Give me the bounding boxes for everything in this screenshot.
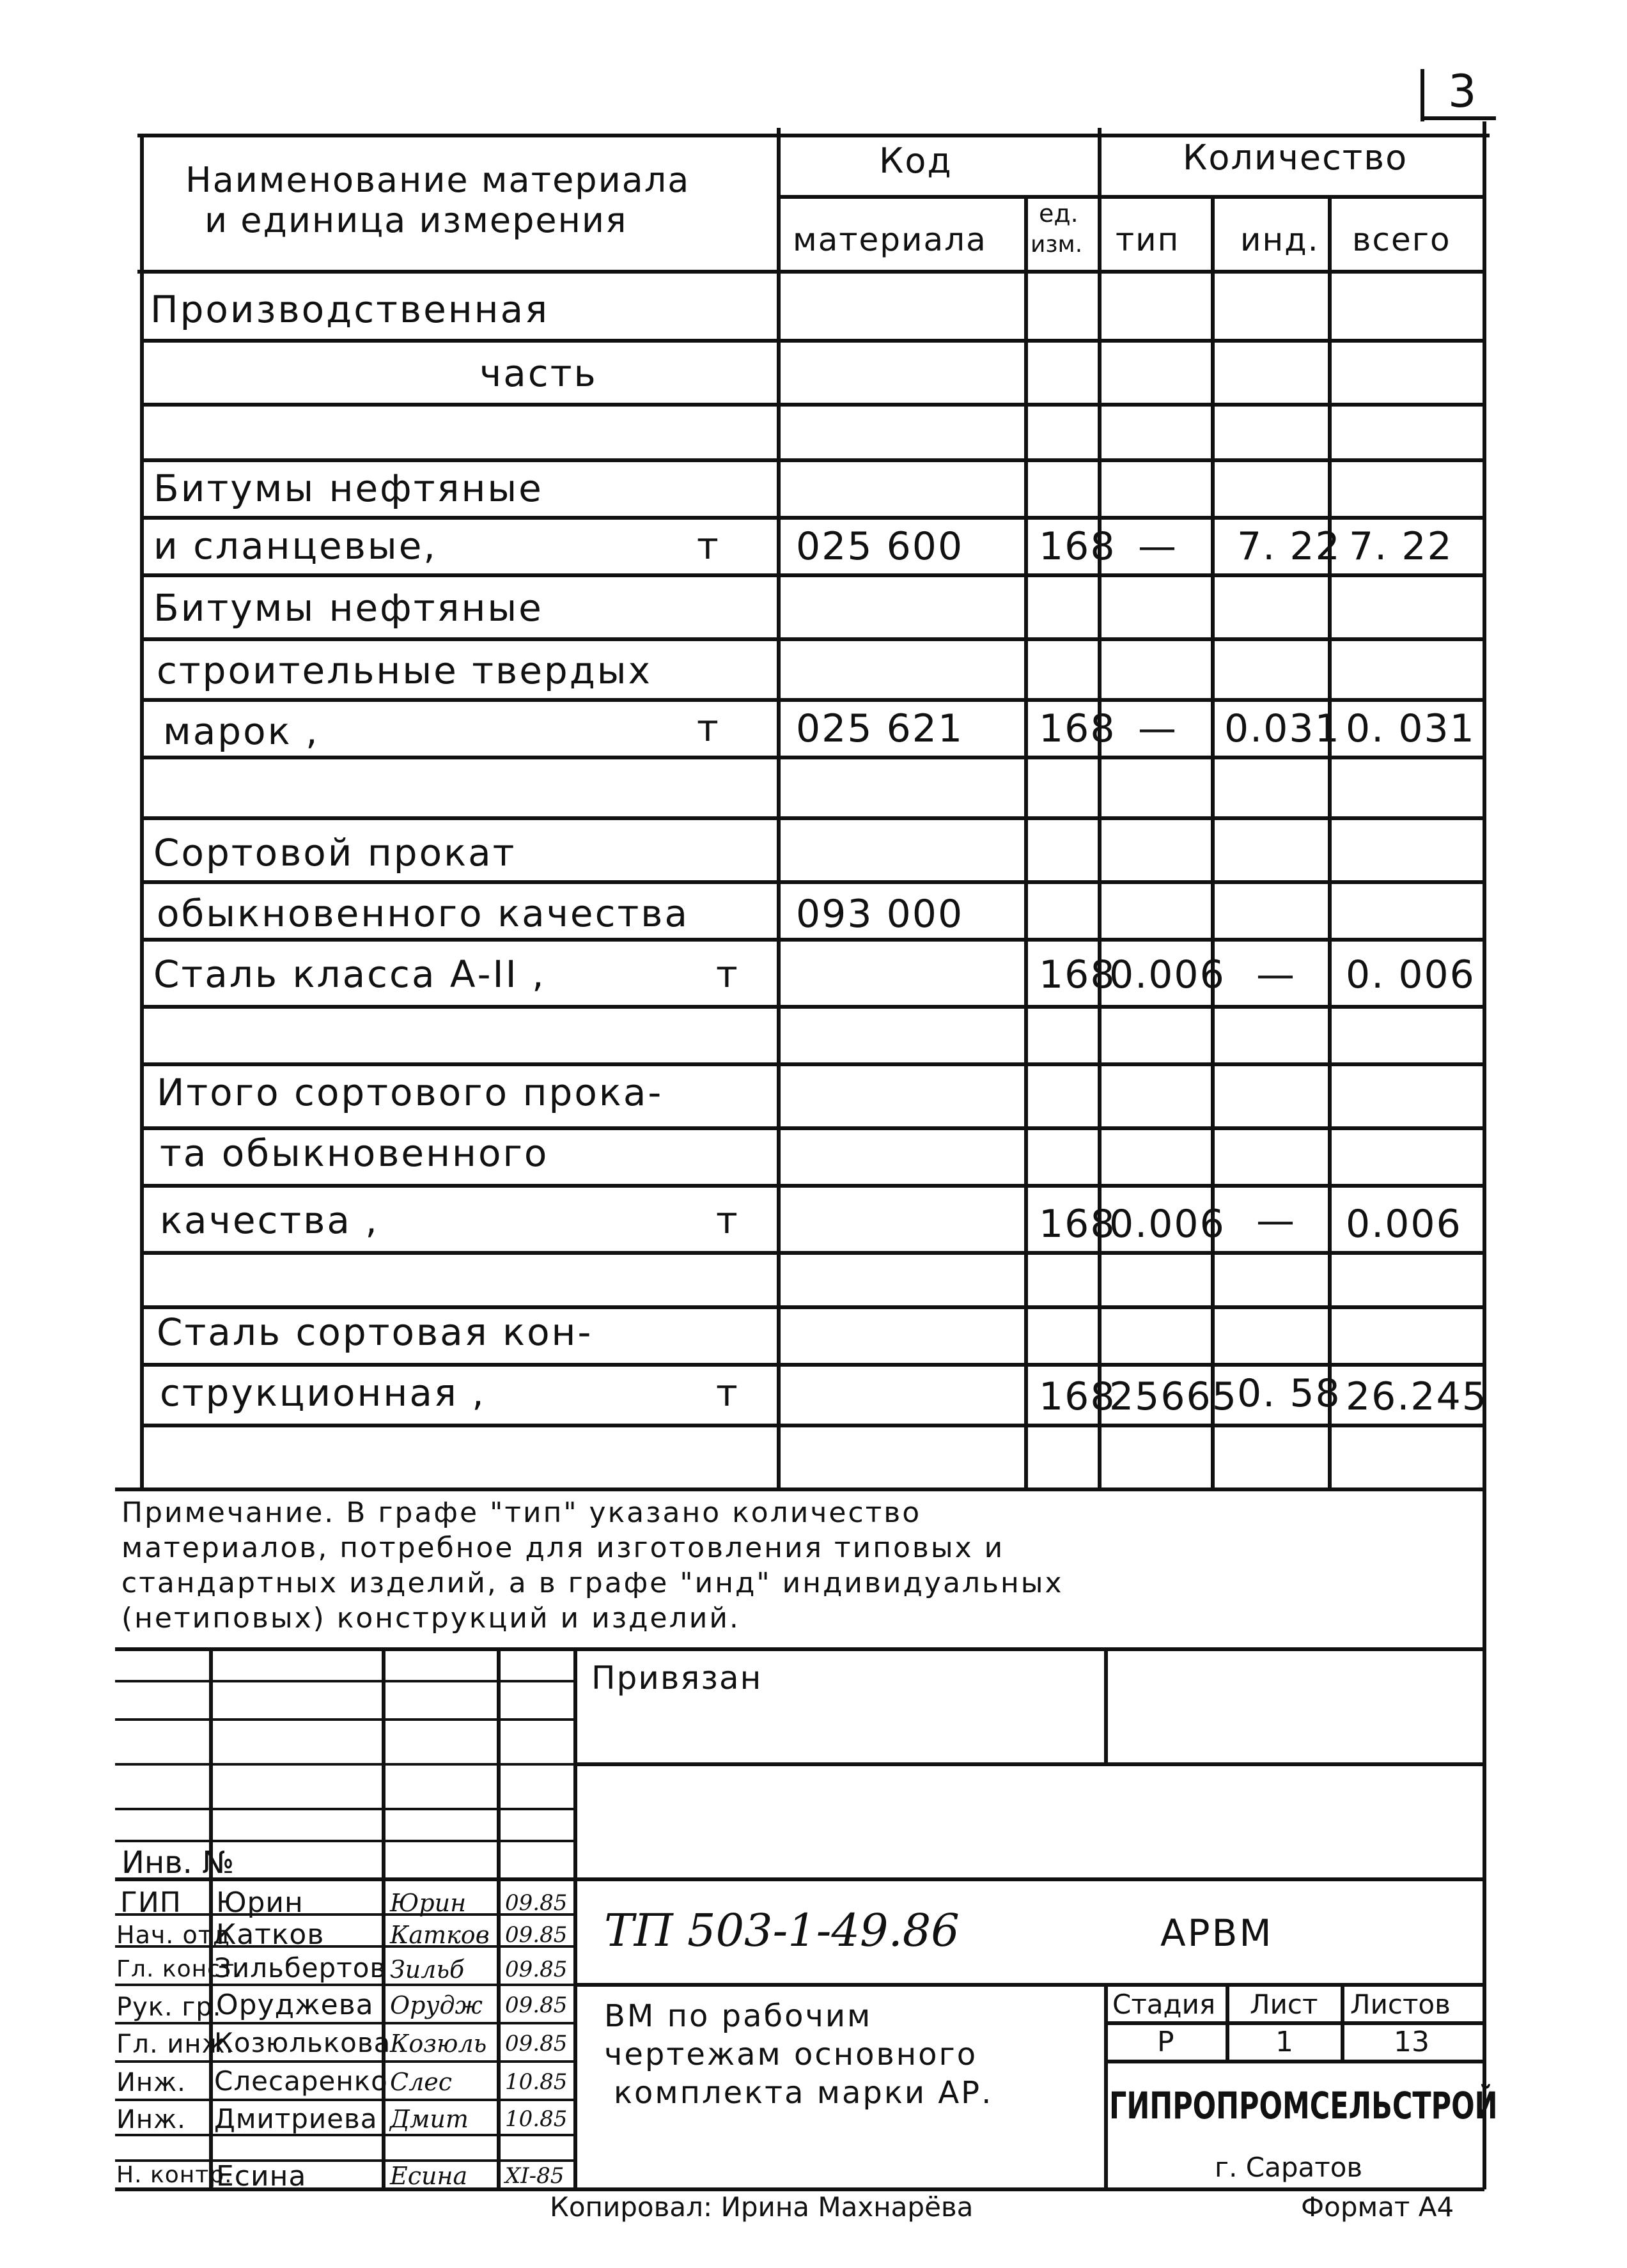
copied-by: Копировал: Ирина Махнарёва [550,2191,974,2223]
row-5-name: и сланцевые, [153,524,437,568]
staff-date-7: 10.85 [505,2106,568,2132]
staff-role-5: Гл. инж. [116,2030,235,2059]
row-16-ind: — [1256,1199,1296,1243]
row-11-code: 093 000 [796,892,964,936]
row-16-unit: т [716,1199,740,1242]
header-code-group: Код [879,141,953,181]
sheet-title-line-1: ВМ по рабочим [604,1998,873,2034]
header-material: материала [793,221,987,258]
staff-name-5: Козюлькова [214,2027,391,2058]
row-5-ind: 7. 22 [1237,524,1341,569]
row-8-code: 025 621 [796,706,964,751]
row-16-type: 0.006 [1109,1202,1226,1247]
sheet-title-line-3: комплекта марки АР. [614,2075,993,2111]
staff-name-3: Зильбертов [214,1952,387,1984]
row-16-name: качества , [160,1199,379,1242]
staff-sign-6: Слес [390,2068,453,2096]
staff-date-4: 09.85 [505,1992,568,2018]
row-18-name: Сталь сортовая кон- [157,1310,593,1354]
staff-name-2: Катков [216,1918,325,1951]
row-7-name: строительные твердых [157,649,652,692]
row-5-unit: т [697,524,720,568]
page-number: 3 [1448,65,1477,118]
header-unit-1: ед. [1039,199,1078,228]
sheet-value: 1 [1275,2026,1293,2058]
row-8-name: марок , [163,710,320,753]
row-8-ind: 0.031 [1224,706,1341,751]
staff-date-2: 09.85 [505,1922,568,1948]
row-19-ed: 168 [1039,1374,1116,1419]
header-qty-group: Количество [1183,137,1408,178]
row-12-type: 0.006 [1109,952,1226,997]
header-name-line-1: Наименование материала [185,160,690,200]
staff-date-6: 10.85 [505,2069,568,2095]
row-6-name: Битумы нефтяные [153,586,543,630]
document-code: ТП 503-1-49.86 [604,1904,960,1957]
sheet-title-line-2: чертежам основного [604,2037,978,2072]
row-10-name: Сортовой прокат [153,831,517,874]
row-5-code: 025 600 [796,524,964,569]
staff-date-1: 09.85 [505,1890,568,1916]
row-5-type: — [1138,524,1178,569]
row-15-name: та обыкновенного [160,1131,549,1175]
row-5-ed: 168 [1039,524,1116,569]
staff-sign-3: Зильб [390,1955,465,1984]
document-mark: АРВМ [1160,1911,1273,1955]
row-5-total: 7. 22 [1349,524,1453,569]
row-8-ed: 168 [1039,706,1116,751]
note-line-1: Примечание. В графе "тип" указано количество [121,1496,922,1529]
organization-city: г. Саратов [1215,2152,1363,2183]
inventory-label: Инв. № [121,1845,235,1881]
staff-date-3: 09.85 [505,1957,568,1982]
row-12-unit: т [716,952,740,996]
privyazan-label: Привязан [591,1659,763,1697]
row-11-name: обыкновенного качества [157,892,689,935]
sheets-value: 13 [1394,2026,1429,2058]
row-16-ed: 168 [1039,1202,1116,1247]
staff-name-7: Дмитриева [214,2103,378,2134]
row-2-name: часть [479,352,598,395]
staff-role-3: Гл. конст. [116,1956,243,1982]
row-19-type: 25665 [1109,1374,1238,1419]
staff-role-2: Нач. отд [116,1921,231,1949]
stage-label: Стадия [1112,1989,1216,2020]
staff-date-5: 09.85 [505,2031,568,2056]
staff-role-6: Инж. [116,2068,186,2097]
staff-sign-1: Юрин [390,1889,467,1917]
staff-role-8: Н. контр. [116,2162,233,2188]
staff-sign-4: Орудж [390,1991,483,2019]
row-14-name: Итого сортового прока- [157,1071,664,1114]
header-total: всего [1352,221,1451,258]
header-unit-2: изм. [1031,231,1083,258]
row-12-name: Сталь класса А-II , [153,952,546,996]
staff-sign-2: Катков [390,1921,490,1949]
sheets-label: Листов [1350,1989,1451,2020]
row-12-ind: — [1256,952,1296,997]
row-19-unit: т [716,1371,740,1415]
row-12-ed: 168 [1039,952,1116,997]
staff-date-8: XI-85 [505,2163,564,2189]
staff-sign-7: Дмит [390,2105,469,2133]
header-type: тип [1116,221,1180,258]
staff-role-4: Рук. гр. [116,1992,222,2022]
row-4-name: Битумы нефтяные [153,467,543,510]
note-line-3: стандартных изделий, а в графе "инд" индивидуальных [121,1567,1064,1599]
staff-sign-8: Есина [390,2162,468,2190]
staff-name-1: Юрин [216,1886,304,1919]
stage-value: Р [1157,2026,1174,2058]
row-19-ind: 0. 58 [1237,1371,1341,1416]
staff-name-6: Слесаренко [214,2065,388,2097]
organization-name: ГИПРОПРОМСЕЛЬСТРОЙ [1109,2084,1498,2127]
row-12-total: 0. 006 [1346,952,1475,997]
paper-format: Формат А4 [1301,2191,1454,2223]
staff-role-7: Инж. [116,2105,186,2134]
row-8-type: — [1138,706,1178,751]
note-line-2: материалов, потребное для изготовления типовых и [121,1532,1005,1564]
header-individual: инд. [1240,221,1320,258]
row-19-name: струкционная , [160,1371,486,1415]
note-line-4: (нетиповых) конструкций и изделий. [121,1602,740,1635]
row-16-total: 0.006 [1346,1202,1462,1247]
row-8-total: 0. 031 [1346,706,1475,751]
row-8-unit: т [697,706,720,750]
row-19-total: 26.245 [1346,1374,1488,1419]
sheet-label: Лист [1250,1989,1318,2020]
staff-role-1: ГИП [120,1886,182,1919]
header-name-line-2: и единица измерения [205,200,628,240]
staff-sign-5: Козюль [390,2030,487,2058]
staff-name-4: Оруджева [216,1989,374,2021]
row-1-name: Производственная [150,288,550,331]
staff-name-8: Есина [216,2160,307,2193]
